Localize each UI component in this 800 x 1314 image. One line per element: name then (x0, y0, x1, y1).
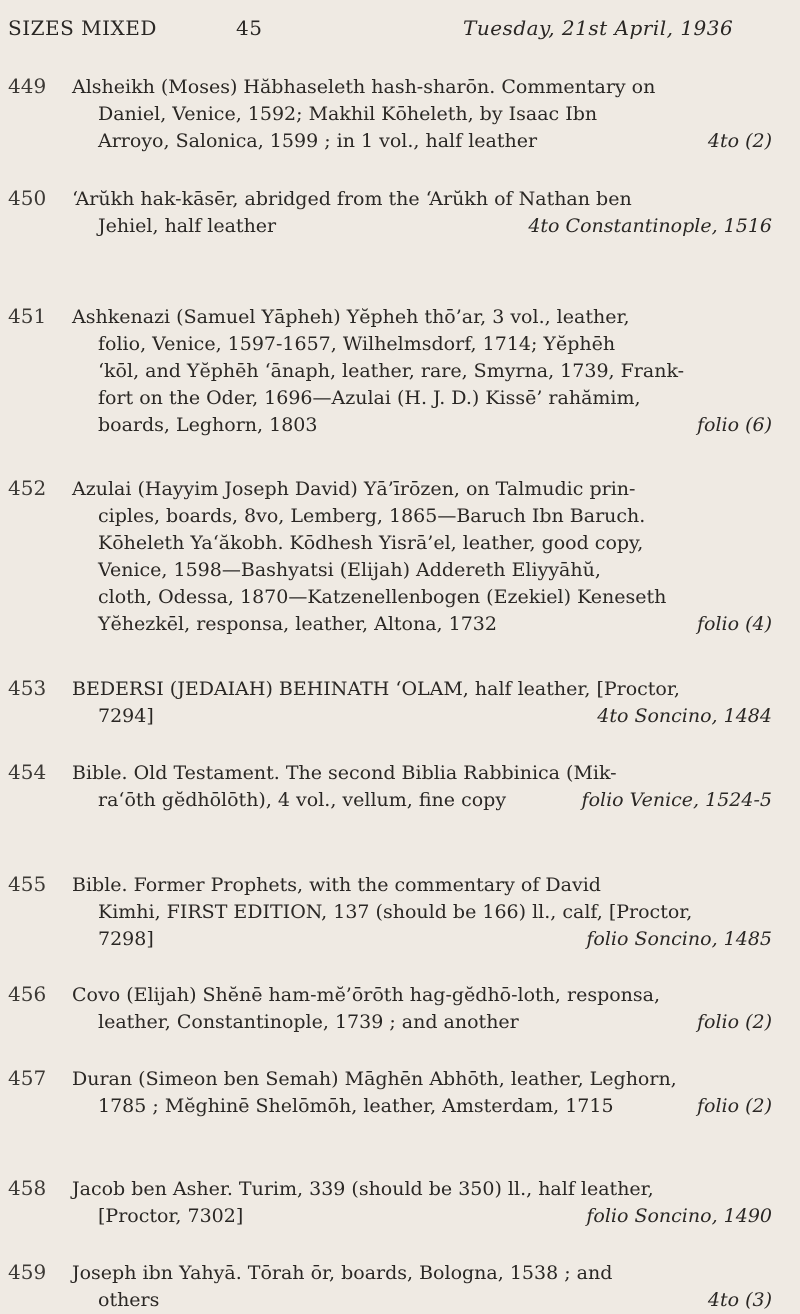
description-line: 1785 ; Mĕghinē Shelōmōh, leather, Amsterdam, 1715 (98, 1095, 614, 1117)
lot-description (72, 760, 772, 814)
description-line: BEDERSI (JEDAIAH) BEHINATH ‘OLAM, half leather, [Proctor, (72, 678, 680, 700)
description-line: leather, Constantinople, 1739 ; and another (98, 1011, 519, 1033)
description-line: ‘Arŭkh hak-kāsēr, abridged from the ‘Arŭkh of Nathan ben (72, 188, 632, 210)
description-line: folio (2) (696, 1011, 772, 1033)
description-line: 7298] (98, 928, 154, 950)
description-line: folio Venice, 1524-5 (581, 789, 772, 811)
lot-number: 453 (8, 676, 47, 700)
description-line: folio, Venice, 1597-1657, Wilhelmsdorf, 1714; Yĕphēh (98, 333, 616, 355)
lot-number: 455 (8, 872, 47, 896)
lot-description (72, 676, 772, 730)
description-line: Venice, 1598—Bashyatsi (Elijah) Addereth Eliyyāhŭ, (98, 559, 601, 581)
description-line: 4to (3) (707, 1289, 772, 1311)
description-line: Jehiel, half leather (98, 215, 277, 237)
lot-number: 454 (8, 760, 47, 784)
description-line: Joseph ibn Yahyā. Tōrah ōr, boards, Bologna, 1538 ; and (72, 1262, 613, 1284)
page-header (8, 16, 768, 56)
description-line: Jacob ben Asher. Turim, 339 (should be 350) ll., half leather, (72, 1178, 654, 1200)
description-line: folio Soncino, 1490 (586, 1205, 772, 1227)
description-line: 4to Constantinople, 1516 (528, 215, 772, 237)
description-line: Daniel, Venice, 1592; Makhil Kōheleth, by Isaac Ibn (98, 103, 598, 125)
description-line: Covo (Elijah) Shĕnē ham-mĕ’ōrōth hag-gĕdhō-loth, responsa, (72, 984, 661, 1006)
description-line: Kimhi, FIRST EDITION, 137 (should be 166) ll., calf, [Proctor, (98, 901, 693, 923)
lot-number: 459 (8, 1260, 47, 1284)
lot-description (72, 1260, 772, 1314)
lot-description (72, 304, 772, 439)
description-line: folio (2) (696, 1095, 772, 1117)
lot-description (72, 74, 772, 155)
lot-number: 457 (8, 1066, 47, 1090)
description-line: Bible. Former Prophets, with the commentary of David (72, 874, 601, 896)
description-line: Ashkenazi (Samuel Yāpheh) Yĕpheh thō’ar, 3 vol., leather, (72, 306, 630, 328)
section-title: SIZES MIXED (8, 16, 157, 40)
description-line: ra‘ōth gĕdhōlōth), 4 vol., vellum, fine copy (98, 789, 507, 811)
description-line: cloth, Odessa, 1870—Katzenellenbogen (Ezekiel) Keneseth (98, 586, 667, 608)
description-line: [Proctor, 7302] (98, 1205, 244, 1227)
lot-number: 458 (8, 1176, 47, 1200)
description-line: Arroyo, Salonica, 1599 ; in 1 vol., half leather (98, 130, 538, 152)
description-line: boards, Leghorn, 1803 (98, 414, 318, 436)
lot-description (72, 872, 772, 953)
lot-description (72, 1066, 772, 1120)
sale-date: Tuesday, 21st April, 1936 (463, 16, 734, 40)
lot-number: 449 (8, 74, 47, 98)
lot-description (72, 1176, 772, 1230)
description-line: Azulai (Hayyim Joseph David) Yā’īrōzen, on Talmudic prin- (72, 478, 636, 500)
description-line: fort on the Oder, 1696—Azulai (H. J. D.) Kissē’ rahămim, (98, 387, 641, 409)
description-line: Alsheikh (Moses) Hăbhaseleth hash-sharōn. Commentary on (72, 76, 656, 98)
description-line: others (98, 1289, 160, 1311)
description-line: 7294] (98, 705, 154, 727)
description-line: 4to Soncino, 1484 (597, 705, 772, 727)
description-line: Yĕhezkēl, responsa, leather, Altona, 1732 (98, 613, 497, 635)
lot-description (72, 982, 772, 1036)
lot-description (72, 476, 772, 638)
lot-number: 452 (8, 476, 47, 500)
description-line: folio (6) (696, 414, 772, 436)
page-number: 45 (236, 16, 263, 40)
description-line: Kōheleth Ya‘ăkobh. Kōdhesh Yisrā’el, leather, good copy, (98, 532, 644, 554)
description-line: folio Soncino, 1485 (586, 928, 772, 950)
description-line: ciples, boards, 8vo, Lemberg, 1865—Baruch Ibn Baruch. (98, 505, 646, 527)
lot-number: 456 (8, 982, 47, 1006)
description-line: Bible. Old Testament. The second Biblia Rabbinica (Mik- (72, 762, 617, 784)
lot-number: 451 (8, 304, 47, 328)
description-line: folio (4) (696, 613, 772, 635)
lot-description (72, 186, 772, 240)
description-line: Duran (Simeon ben Semah) Māghēn Abhōth, leather, Leghorn, (72, 1068, 677, 1090)
description-line: 4to (2) (707, 130, 772, 152)
description-line: ‘kōl, and Yĕphēh ‘ānaph, leather, rare, Smyrna, 1739, Frank- (98, 360, 685, 382)
lot-number: 450 (8, 186, 47, 210)
